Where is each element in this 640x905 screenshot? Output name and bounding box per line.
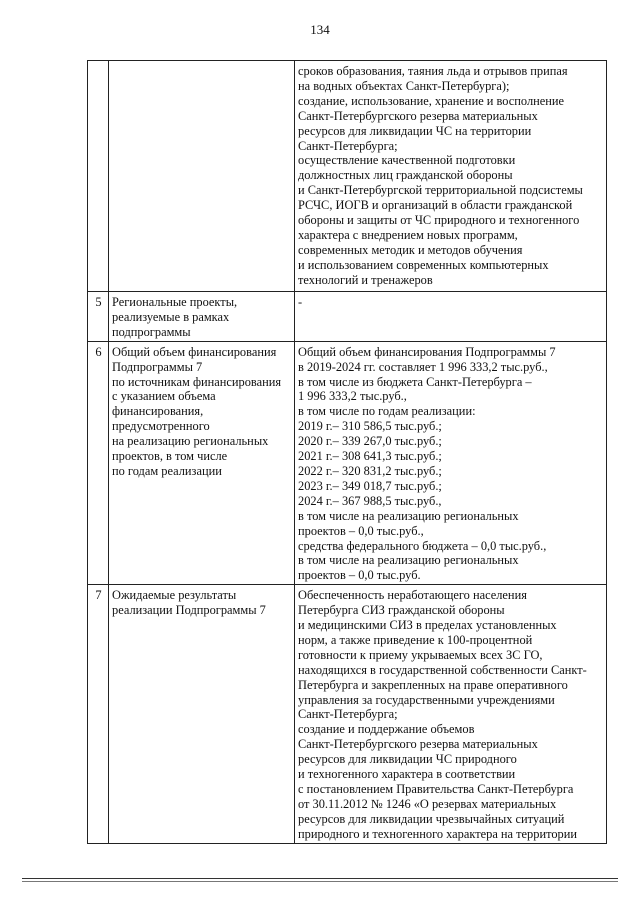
content-line: в 2019-2024 гг. составляет 1 996 333,2 тыс.руб., — [298, 359, 548, 374]
content-line: природного и техногенного характера на территории — [298, 826, 577, 841]
bottom-rule — [22, 878, 618, 879]
row-content-cell — [295, 292, 607, 342]
content-line: с постановлением Правительства Санкт-Петербурга — [298, 782, 574, 796]
content-line: технологий и тренажеров — [298, 272, 433, 287]
content-line: РСЧС, ИОГВ и организаций в области гражданской — [298, 198, 573, 213]
passport-table — [87, 60, 607, 844]
content-line: Санкт-Петербургского резерва материальных — [298, 737, 538, 752]
label-line: реализуемые в рамках — [112, 309, 230, 324]
page-number: 134 — [310, 22, 330, 37]
content-line: должностных лиц гражданской обороны — [298, 168, 513, 183]
content-line: 1 996 333,2 тыс.руб., — [298, 389, 407, 404]
content-line: ресурсов для ликвидации ЧС природного — [298, 752, 517, 767]
content-line: 2019 г.– 310 586,5 тыс.руб.; — [298, 419, 442, 434]
row-number: 6 — [95, 344, 102, 359]
label-line: Региональные проекты, — [112, 295, 238, 309]
content-line: 2023 г.– 349 018,7 тыс.руб.; — [298, 478, 442, 493]
row-number: 5 — [95, 295, 102, 309]
content-line: и Санкт-Петербургской территориальной подсистемы — [298, 183, 583, 198]
table-row — [88, 292, 607, 342]
table-body — [88, 61, 607, 844]
content-line: Общий объем финансирования Подпрограммы 7 — [298, 344, 556, 359]
row-content-cell — [295, 61, 607, 292]
row-number-cell — [88, 341, 109, 585]
content-line: создание, использование, хранение и восполнение — [298, 93, 565, 108]
bottom-rule-secondary — [22, 881, 618, 882]
content-line: готовности к приему укрываемых всех ЗС ГО, — [298, 647, 543, 662]
content-line: Петербурга СИЗ гражданской обороны — [298, 603, 505, 618]
content-line: Санкт-Петербурга; — [298, 138, 398, 153]
content-line: и использованием современных компьютерных — [298, 257, 549, 272]
content-line: средства федерального бюджета – 0,0 тыс.руб., — [298, 538, 547, 553]
content-line: создание и поддержание объемов — [298, 722, 475, 737]
content-line: Санкт-Петербургского резерва материальных — [298, 108, 538, 123]
label-line: на реализацию региональных — [112, 434, 269, 449]
content-line: и техногенного характера в соответствии — [298, 767, 516, 782]
label-line: Подпрограммы 7 — [112, 359, 203, 374]
row-label-cell — [109, 585, 295, 843]
content-line: находящихся в государственной собственности Санкт- — [298, 662, 587, 677]
content-line: Обеспеченность неработающего населения — [298, 588, 527, 603]
table-row — [88, 585, 607, 843]
content-line: 2024 г.– 367 988,5 тыс.руб., — [298, 493, 442, 508]
table-row — [88, 61, 607, 292]
label-line: проектов, в том числе — [112, 449, 228, 464]
content-line: на водных объектах Санкт-Петербурга); — [298, 78, 510, 93]
content-line: управления за государственными учреждениями — [298, 692, 555, 707]
content-line: проектов – 0,0 тыс.руб. — [298, 568, 421, 583]
content-line: - — [298, 295, 303, 309]
row-number-cell — [88, 61, 109, 292]
label-line: подпрограммы — [112, 324, 191, 339]
label-line: реализации Подпрограммы 7 — [112, 603, 266, 618]
content-line: в том числе на реализацию региональных — [298, 508, 519, 523]
label-line: Ожидаемые результаты — [112, 588, 237, 603]
label-line: Общий объем финансирования — [112, 344, 277, 359]
content-line: Санкт-Петербурга; — [298, 707, 398, 722]
content-line: 2021 г.– 308 641,3 тыс.руб.; — [298, 449, 442, 464]
content-line: характера с внедрением новых программ, — [298, 227, 518, 242]
label-line: по годам реализации — [112, 463, 222, 478]
content-line: Петербурга и закрепленных на праве оперативного — [298, 677, 568, 692]
label-line: финансирования, — [112, 404, 204, 419]
content-line: и медицинскими СИЗ в пределах установленных — [298, 618, 557, 633]
content-line: от 30.11.2012 № 1246 «О резервах материальных — [298, 796, 557, 811]
content-line: в том числе из бюджета Санкт-Петербурга – — [298, 374, 532, 389]
label-line: по источникам финансирования — [112, 374, 282, 389]
content-line: норм, а также приведение к 100-процентной — [298, 632, 533, 647]
label-line: предусмотренного — [112, 419, 210, 434]
content-line: обороны и защиты от ЧС природного и техногенного — [298, 213, 580, 228]
table-row — [88, 341, 607, 585]
row-number-cell — [88, 292, 109, 342]
content-line: современных методик и методов обучения — [298, 242, 523, 257]
row-content-cell — [295, 341, 607, 585]
content-line: осуществление качественной подготовки — [298, 153, 516, 168]
content-line: ресурсов для ликвидации ЧС на территории — [298, 123, 532, 138]
content-line: ресурсов для ликвидации чрезвычайных ситуаций — [298, 811, 565, 826]
content-line: в том числе на реализацию региональных — [298, 553, 519, 568]
row-label-cell — [109, 292, 295, 342]
content-line: проектов – 0,0 тыс.руб., — [298, 523, 424, 538]
content-line: 2022 г.– 320 831,2 тыс.руб.; — [298, 463, 442, 478]
row-label-cell — [109, 341, 295, 585]
content-line: 2020 г.– 339 267,0 тыс.руб.; — [298, 434, 442, 449]
row-label-cell — [109, 61, 295, 292]
label-line: с указанием объема — [112, 389, 216, 404]
row-number-cell — [88, 585, 109, 843]
content-line: в том числе по годам реализации: — [298, 404, 476, 419]
row-number: 7 — [95, 588, 102, 603]
content-line: сроков образования, таяния льда и отрывов припая — [298, 64, 568, 78]
row-content-cell — [295, 585, 607, 843]
